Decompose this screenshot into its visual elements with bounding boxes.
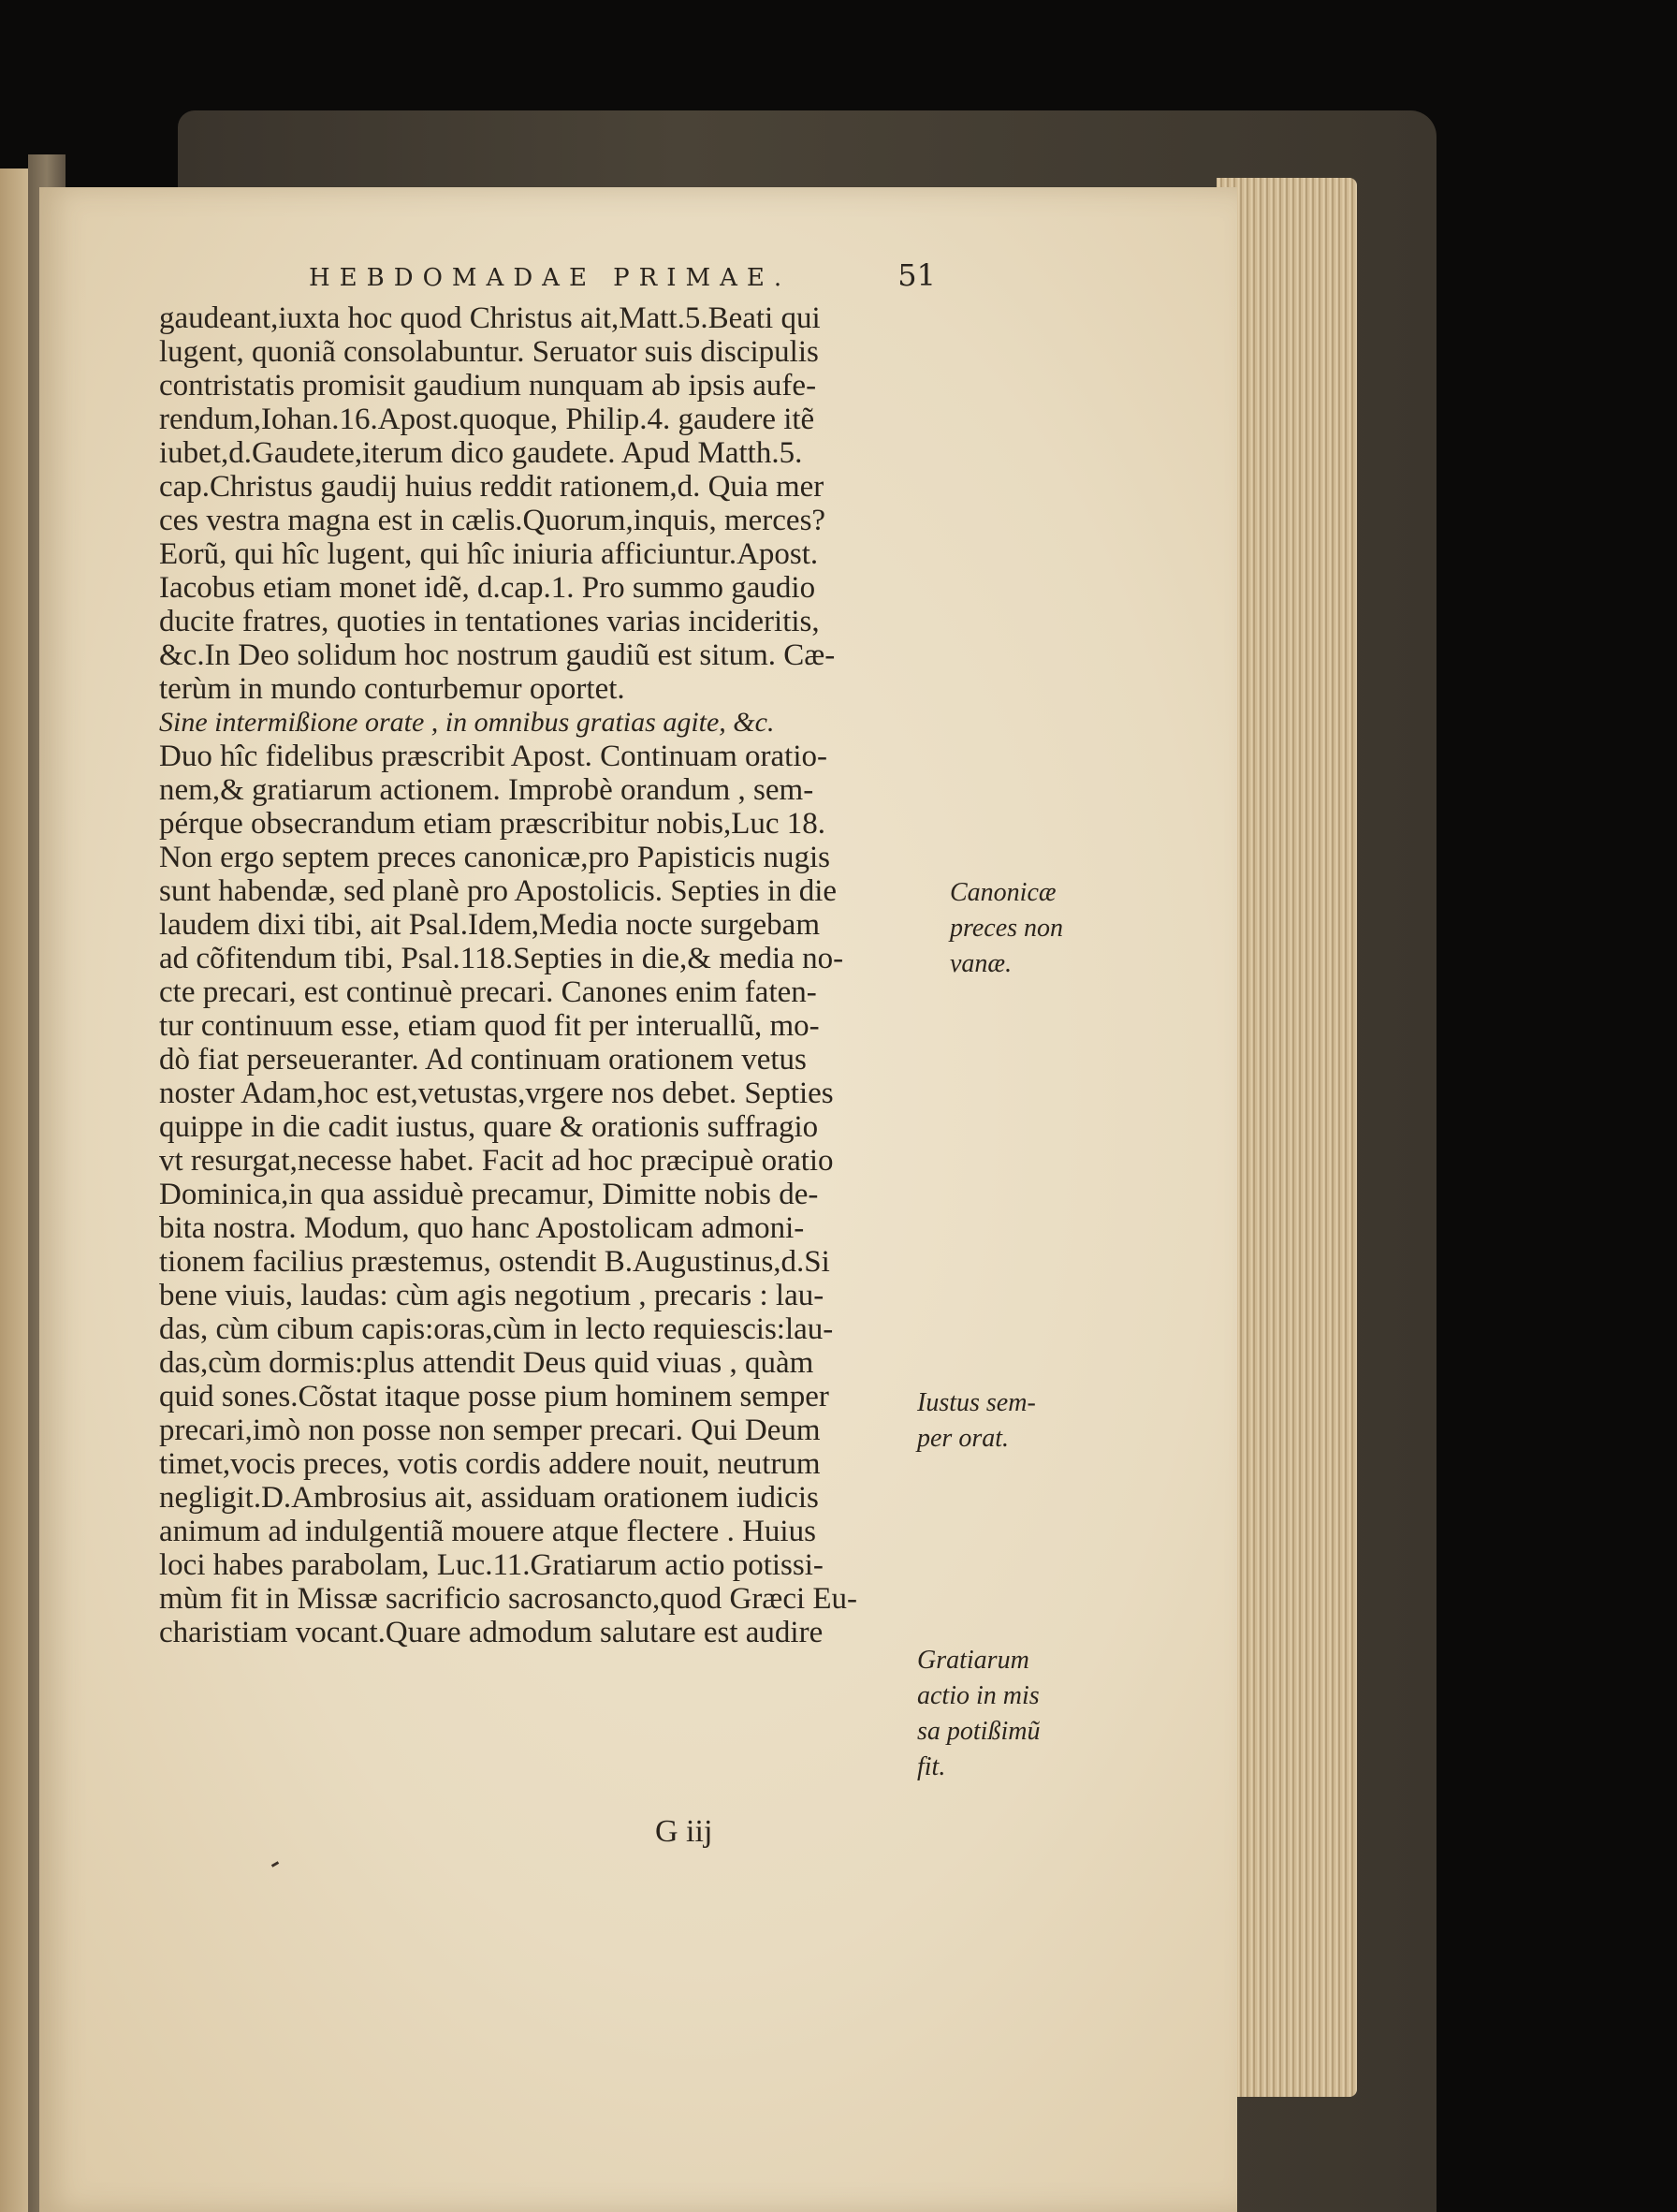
text-line: tur continuum esse, etiam quod fit per interuallũ, mo- [159,1009,820,1043]
text-line: nem,& gratiarum actionem. Improbè orandum , sem- [159,773,814,807]
text-line: terùm in mundo conturbemur oportet. [159,672,625,706]
text-line: ducite fratres, quoties in tentationes varias incideritis, [159,605,820,638]
margin-note-canonicae [950,875,1063,982]
text-line: Iacobus etiam monet idẽ, d.cap.1. Pro summo gaudio [159,571,816,605]
text-line: Eorũ, qui hîc lugent, qui hîc iniuria afficiuntur.Apost. [159,537,819,571]
running-head: HEBDOMADAE PRIMAE. [309,264,792,292]
page-number: 51 [897,257,936,293]
text-line: noster Adam,hoc est,vetustas,vrgere nos debet. Septies [159,1077,834,1110]
text-line: bene viuis, laudas: cùm agis negotium , precaris : lau- [159,1279,824,1312]
text-line: loci habes parabolam, Luc.11.Gratiarum actio potissi- [159,1548,824,1582]
page-edges [1217,178,1357,2097]
text-line: vt resurgat,necesse habet. Facit ad hoc præcipuè oratio [159,1144,834,1178]
margin-note-iustus [917,1385,1036,1457]
text-line: ces vestra magna est in cælis.Quorum,inquis, merces? [159,504,826,537]
text-line: iubet,d.Gaudete,iterum dico gaudete. Apud Matth.5. [159,436,803,470]
text-line: bita nostra. Modum, quo hanc Apostolicam admoni- [159,1211,805,1245]
margin-note-line: fit. [917,1752,946,1781]
text-line: pérque obsecrandum etiam præscribitur nobis,Luc 18. [159,807,826,841]
text-line: das,cùm dormis:plus attendit Deus quid viuas , quàm [159,1346,814,1380]
margin-note-line: Gratiarum [917,1646,1029,1675]
margin-note-line: Canonicæ [950,878,1057,907]
body-text [159,301,926,1649]
margin-note-line: preces non [950,914,1064,943]
text-line: gaudeant,iuxta hoc quod Christus ait,Matt.5.Beati qui [159,301,821,335]
margin-note-gratiarum [917,1643,1040,1785]
margin-note-line: per orat. [917,1424,1009,1453]
text-line: das, cùm cibum capis:oras,cùm in lecto requiescis:lau- [159,1312,834,1346]
text-line: negligit.D.Ambrosius ait, assiduam orationem iudicis [159,1481,819,1515]
text-line: Duo hîc fidelibus præscribit Apost. Continuam oratio- [159,740,828,773]
margin-note-line: sa potißimũ [917,1717,1041,1746]
signature-mark: G iij [655,1814,713,1849]
text-line: tionem facilius præstemus, ostendit B.Augustinus,d.Si [159,1245,830,1279]
text-line: precari,imò non posse non semper precari. Qui Deum [159,1414,821,1447]
margin-note-line: Iustus sem- [917,1388,1036,1417]
text-line: quid sones.Cõstat itaque posse pium hominem semper [159,1380,829,1414]
scripture-lemma: Sine intermißione orate , in omnibus gratias agite, &c. [159,707,775,738]
margin-note-line: vanæ. [950,949,1013,978]
text-line: animum ad indulgentiã mouere atque flectere . Huius [159,1515,816,1548]
text-line: quippe in die cadit iustus, quare & orationis suffragio [159,1110,819,1144]
text-line: lugent, quoniã consolabuntur. Seruator suis discipulis [159,335,819,369]
text-line: mùm fit in Missæ sacrificio sacrosancto,quod Græci Eu- [159,1582,858,1616]
text-line: laudem dixi tibi, ait Psal.Idem,Media nocte surgebam [159,908,820,942]
text-line: Dominica,in qua assiduè precamur, Dimitte nobis de- [159,1178,819,1211]
text-line: charistiam vocant.Quare admodum salutare est audire [159,1616,824,1649]
text-line: rendum,Iohan.16.Apost.quoque, Philip.4. gaudere itẽ [159,403,815,436]
text-line: cap.Christus gaudij huius reddit rationem,d. Quia mer [159,470,824,504]
text-line: dò fiat perseueranter. Ad continuam orationem vetus [159,1043,807,1077]
text-line: ad cõfitendum tibi, Psal.118.Septies in die,& media no- [159,942,844,975]
text-line: contristatis promisit gaudium nunquam ab ipsis aufe- [159,369,817,403]
text-line: &c.In Deo solidum hoc nostrum gaudiũ est situm. Cæ- [159,638,836,672]
text-line: Non ergo septem preces canonicæ,pro Papisticis nugis [159,841,830,874]
text-line: cte precari, est continuè precari. Canones enim faten- [159,975,817,1009]
text-line: timet,vocis preces, votis cordis addere nouit, neutrum [159,1447,821,1481]
text-line: sunt habendæ, sed planè pro Apostolicis. Septies in die [159,874,838,908]
margin-note-line: actio in mis [917,1681,1040,1710]
